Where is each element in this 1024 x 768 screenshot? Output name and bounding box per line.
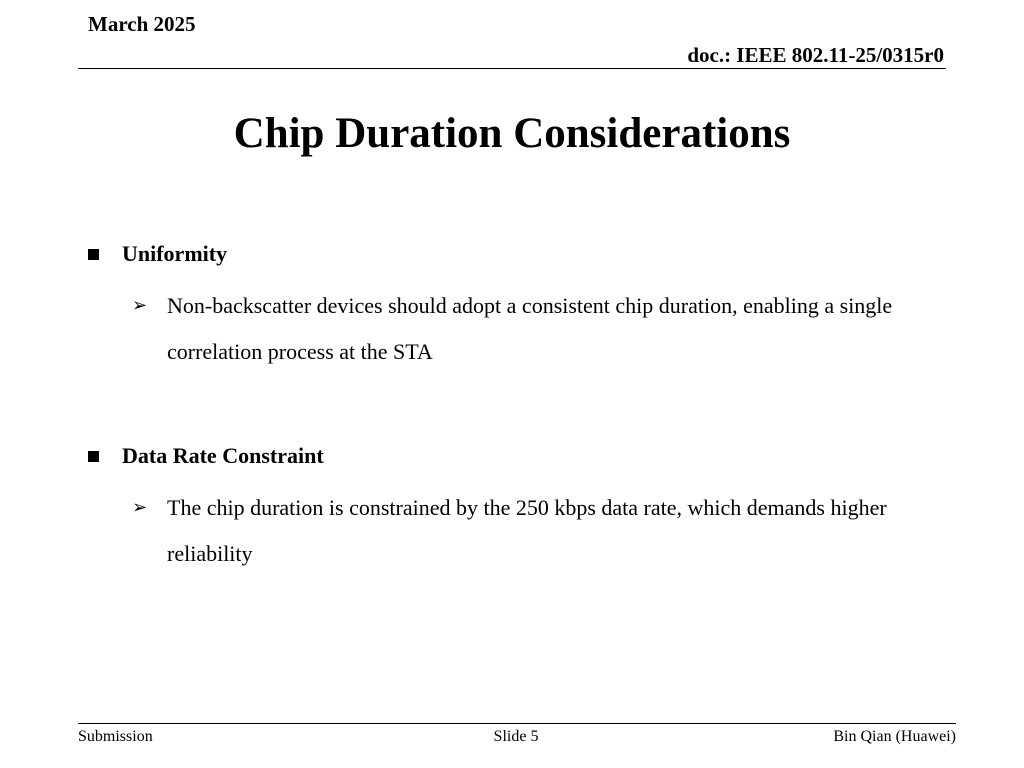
square-bullet-icon (88, 249, 99, 260)
sub-bullet-uniformity (132, 283, 952, 375)
square-bullet-icon (88, 451, 99, 462)
footer-divider (78, 723, 956, 724)
sub-bullet-text: The chip duration is constrained by the 250 kbps data rate, which demands higher reliability (167, 495, 887, 566)
sub-bullet-data-rate (132, 485, 952, 577)
bullet-heading: Data Rate Constraint (122, 443, 324, 468)
footer-author: Bin Qian (Huawei) (833, 728, 956, 745)
footer-submission: Submission (78, 728, 153, 745)
slide-title: Chip Duration Considerations (233, 110, 791, 157)
arrow-bullet-icon: ➢ (132, 497, 148, 518)
header-divider (78, 68, 946, 69)
arrow-bullet-icon: ➢ (132, 295, 148, 316)
footer-slide-number: Slide 5 (493, 728, 539, 745)
header-doc-id: doc.: IEEE 802.11-25/0315r0 (687, 43, 944, 67)
sub-bullet-text: Non-backscatter devices should adopt a consistent chip duration, enabling a single correlation process at the STA (167, 293, 893, 364)
header-date: March 2025 (88, 12, 196, 36)
bullet-heading: Uniformity (122, 241, 228, 266)
